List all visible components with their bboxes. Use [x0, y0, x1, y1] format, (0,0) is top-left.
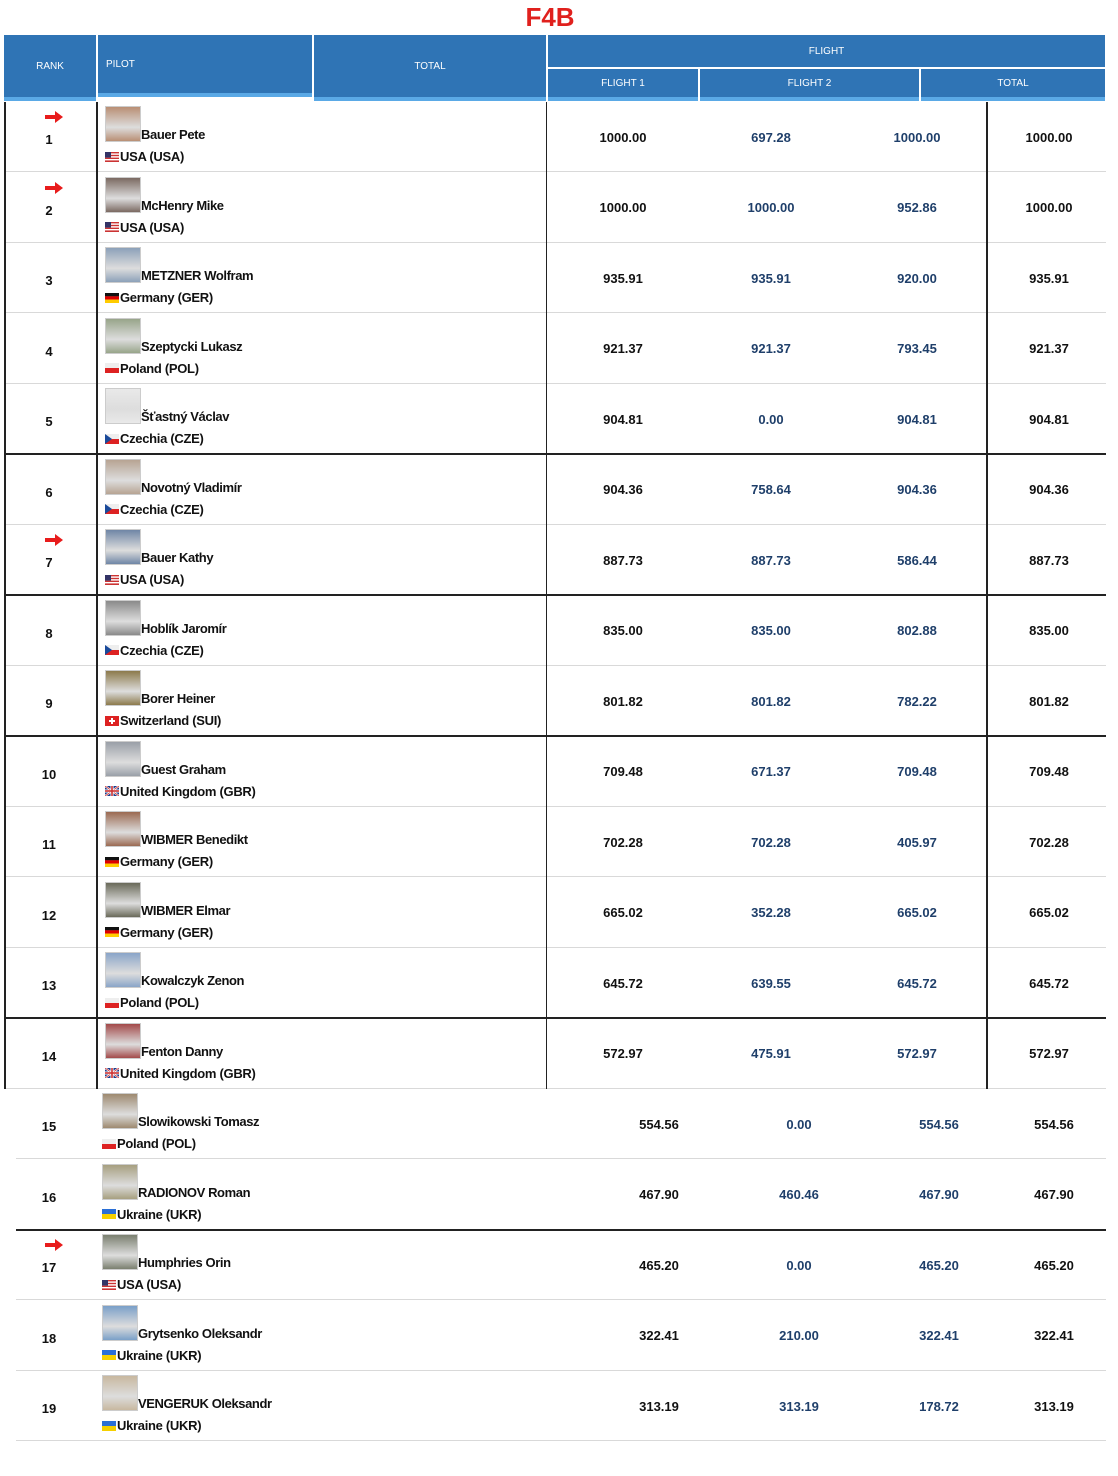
rank-cell — [4, 314, 94, 384]
country-label: Switzerland (SUI) — [120, 713, 222, 728]
pilot-name[interactable]: METZNER Wolfram — [141, 268, 254, 283]
rank-cell — [4, 1301, 94, 1371]
rank-number: 3 — [45, 273, 53, 288]
flight-total-value: 313.19 — [1034, 1398, 1074, 1414]
pilot-name[interactable]: WIBMER Benedikt — [141, 832, 248, 847]
rank-number: 8 — [45, 625, 53, 641]
country-label: Poland (POL) — [120, 995, 199, 1010]
header-pilot[interactable] — [98, 35, 312, 97]
flight-total-value: 709.48 — [1029, 764, 1069, 779]
pilot-photo — [105, 529, 141, 565]
usa-flag-icon — [105, 222, 120, 232]
total-value: 554.56 — [639, 1116, 679, 1132]
pol-flag-icon — [102, 1139, 117, 1149]
rank-number: 11 — [42, 837, 56, 852]
arrow-right-icon — [45, 1239, 63, 1251]
header-flight-total[interactable] — [921, 69, 1105, 101]
usa-flag-icon — [102, 1280, 117, 1290]
header-rank-label: RANK — [36, 60, 64, 72]
total-value: 709.48 — [603, 764, 643, 779]
header-flight1[interactable] — [548, 69, 698, 101]
pilot-country — [105, 572, 184, 587]
country-label: Germany (GER) — [120, 924, 213, 940]
total-value: 835.00 — [603, 623, 643, 638]
pilot-photo — [105, 1023, 141, 1059]
pilot-country — [105, 854, 213, 869]
flight2-value[interactable]: 802.88 — [897, 623, 937, 638]
country-label: Poland (POL) — [120, 360, 199, 376]
flight2-value[interactable]: 465.20 — [919, 1257, 959, 1273]
pilot-name[interactable]: Humphries Orin — [138, 1255, 231, 1270]
total-value: 702.28 — [603, 834, 643, 850]
pilot-photo — [102, 1375, 138, 1411]
pilot-country — [102, 1207, 201, 1222]
rank-cell — [4, 878, 94, 948]
pilot-cell — [105, 737, 405, 807]
cze-flag-icon — [105, 434, 120, 444]
pilot-photo — [105, 106, 141, 142]
header-rank[interactable] — [4, 35, 96, 101]
arrow-right-icon — [45, 182, 63, 194]
total-value: 322.41 — [639, 1328, 679, 1343]
country-label: Germany (GER) — [120, 854, 213, 869]
total-value: 904.81 — [603, 411, 643, 427]
flight1-value[interactable]: 671.37 — [751, 764, 791, 779]
flight1-value[interactable]: 210.00 — [779, 1328, 819, 1343]
rank-cell — [4, 1089, 94, 1159]
pilot-name[interactable]: Bauer Pete — [141, 127, 205, 142]
gbr-flag-icon — [105, 1068, 120, 1078]
flight-total-value: 887.73 — [1029, 552, 1069, 568]
pilot-cell — [105, 596, 405, 666]
rank-cell — [4, 596, 94, 666]
rank-cell — [4, 102, 94, 172]
pilot-photo — [105, 388, 141, 424]
pilot-country — [105, 995, 199, 1010]
pilot-photo — [105, 741, 141, 777]
flight-total-value: 465.20 — [1034, 1257, 1074, 1273]
flight1-value[interactable]: 0.00 — [758, 411, 784, 427]
pilot-cell — [102, 1089, 402, 1159]
rank-number: 4 — [45, 343, 53, 359]
pilot-photo — [105, 177, 141, 213]
pilot-name[interactable]: McHenry Mike — [141, 197, 224, 213]
rank-number: 13 — [41, 978, 57, 993]
rank-number: 12 — [41, 907, 57, 923]
flight-total-value: 467.90 — [1034, 1187, 1074, 1202]
total-value: 1000.00 — [599, 200, 647, 215]
rank-cell — [4, 1019, 94, 1089]
header-flight-group — [548, 35, 1105, 67]
pilot-photo — [105, 600, 141, 636]
rank-number: 9 — [45, 696, 53, 711]
ger-flag-icon — [105, 293, 120, 303]
pilot-cell — [105, 1019, 405, 1089]
pilot-cell — [102, 1160, 402, 1230]
usa-flag-icon — [105, 152, 120, 162]
flight2-value[interactable]: 709.48 — [897, 764, 937, 779]
flight2-value[interactable]: 952.86 — [897, 200, 937, 215]
pilot-cell — [105, 948, 405, 1018]
country-label: USA (USA) — [117, 1277, 181, 1292]
flight2-value[interactable]: 782.22 — [897, 693, 937, 709]
flight-total-value: 801.82 — [1029, 693, 1069, 709]
table-row[interactable] — [4, 1019, 1106, 1089]
header-pilot-label: PILOT — [106, 58, 135, 70]
country-label: Germany (GER) — [120, 290, 213, 305]
rank-number: 2 — [45, 202, 53, 218]
flight-total-value: 702.28 — [1029, 834, 1069, 850]
flight-total-value: 665.02 — [1029, 905, 1069, 920]
table-row[interactable] — [4, 1160, 1106, 1230]
flight2-value[interactable]: 586.44 — [897, 552, 937, 568]
country-label: Poland (POL) — [117, 1136, 196, 1151]
flight2-value[interactable]: 904.36 — [897, 482, 937, 497]
pilot-country — [105, 925, 213, 940]
rank-number: 7 — [45, 555, 53, 570]
table-row[interactable] — [4, 596, 1106, 666]
flight2-value[interactable]: 322.41 — [919, 1328, 959, 1343]
usa-flag-icon — [105, 575, 120, 585]
pilot-photo — [105, 247, 141, 283]
pilot-photo — [102, 1093, 138, 1129]
header-total-label: TOTAL — [414, 60, 446, 72]
rank-number: 16 — [41, 1189, 57, 1205]
pilot-photo — [105, 882, 141, 918]
pilot-name[interactable]: WIBMER Elmar — [141, 902, 231, 918]
flight1-value[interactable]: 801.82 — [751, 693, 791, 709]
pilot-cell — [102, 1371, 402, 1441]
rank-cell — [4, 243, 94, 313]
rank-cell — [4, 173, 94, 243]
table-row[interactable] — [4, 525, 1106, 595]
pilot-country — [102, 1418, 201, 1433]
country-label: Czechia (CZE) — [120, 501, 204, 517]
pilot-cell — [105, 314, 405, 384]
header-total[interactable] — [314, 35, 546, 101]
gbr-flag-icon — [105, 786, 120, 796]
rank-cell — [4, 666, 94, 736]
rank-cell — [4, 948, 94, 1018]
pilot-cell — [105, 243, 405, 313]
header-flight2-label: FLIGHT 2 — [787, 77, 832, 89]
pilot-country — [105, 643, 204, 658]
flight1-value[interactable]: 352.28 — [751, 905, 791, 920]
rank-number: 17 — [41, 1260, 57, 1275]
pilot-country — [102, 1348, 201, 1363]
country-label: Czechia (CZE) — [120, 431, 204, 446]
flight-total-value: 1000.00 — [1025, 200, 1073, 215]
pilot-country — [105, 361, 199, 376]
pilot-cell — [105, 878, 405, 948]
header-flight2[interactable] — [700, 69, 919, 101]
flight-total-value: 935.91 — [1029, 270, 1069, 286]
column-divider — [986, 102, 988, 1089]
country-label: United Kingdom (GBR) — [120, 783, 256, 799]
pilot-cell — [105, 384, 405, 454]
table-row[interactable] — [4, 1301, 1106, 1371]
pilot-photo — [105, 670, 141, 706]
rank-cell — [4, 1230, 94, 1300]
pilot-name[interactable]: Kowalczyk Zenon — [141, 973, 245, 988]
flight1-value[interactable]: 758.64 — [751, 482, 791, 497]
pilot-country — [105, 220, 184, 235]
rank-cell — [4, 525, 94, 595]
pilot-name[interactable]: VENGERUK Oleksandr — [138, 1396, 272, 1411]
pilot-country — [105, 431, 204, 446]
country-label: USA (USA) — [120, 149, 184, 164]
table-row[interactable] — [4, 1371, 1106, 1441]
country-label: USA (USA) — [120, 219, 184, 235]
table-row[interactable] — [4, 737, 1106, 807]
pilot-name[interactable]: Szeptycki Lukasz — [141, 338, 243, 354]
header-flight1-label: FLIGHT 1 — [601, 77, 645, 89]
pilot-name[interactable]: Slowikowski Tomasz — [138, 1114, 260, 1129]
pilot-photo — [102, 1305, 138, 1341]
column-divider — [4, 102, 6, 1089]
pilot-cell — [105, 807, 405, 877]
pilot-name[interactable]: Novotný Vladimír — [141, 479, 242, 495]
table-row[interactable] — [4, 878, 1106, 948]
flight-total-value: 921.37 — [1029, 341, 1069, 356]
rank-cell — [4, 1160, 94, 1230]
flight2-value[interactable]: 572.97 — [897, 1046, 937, 1061]
pilot-cell — [105, 455, 405, 525]
flight1-value[interactable]: 702.28 — [751, 834, 791, 850]
flight1-value[interactable]: 835.00 — [751, 623, 791, 638]
rank-number: 10 — [41, 766, 57, 782]
cze-flag-icon — [105, 504, 120, 514]
rank-cell — [4, 807, 94, 877]
pilot-country — [105, 784, 256, 799]
total-value: 572.97 — [603, 1046, 643, 1061]
flight-total-value: 322.41 — [1034, 1328, 1074, 1343]
pilot-country — [102, 1277, 181, 1292]
pilot-photo — [102, 1164, 138, 1200]
flight2-value[interactable]: 405.97 — [897, 834, 937, 850]
total-value: 465.20 — [639, 1257, 679, 1273]
page-title: F4B — [525, 2, 575, 32]
arrow-right-icon — [45, 111, 63, 123]
pilot-cell — [105, 173, 405, 243]
pilot-name[interactable]: Guest Graham — [141, 761, 226, 777]
table-row[interactable] — [4, 384, 1106, 454]
total-value: 1000.00 — [599, 129, 647, 145]
table-row[interactable] — [4, 314, 1106, 384]
pilot-country — [105, 713, 221, 728]
total-value: 935.91 — [603, 270, 643, 286]
pilot-cell — [102, 1301, 402, 1371]
row-divider — [16, 1440, 1106, 1441]
column-divider — [96, 102, 98, 1089]
country-label: USA (USA) — [120, 572, 184, 587]
pilot-name[interactable]: Borer Heiner — [141, 691, 215, 706]
pol-flag-icon — [105, 363, 120, 373]
pilot-country — [105, 290, 213, 305]
table-row[interactable] — [4, 243, 1106, 313]
rank-number: 6 — [45, 484, 53, 500]
rank-cell — [4, 737, 94, 807]
flight1-value[interactable]: 0.00 — [786, 1257, 812, 1273]
pilot-country — [102, 1136, 196, 1151]
total-value: 665.02 — [603, 905, 643, 920]
flight-total-value: 904.36 — [1029, 482, 1069, 497]
pol-flag-icon — [105, 998, 120, 1008]
total-value: 921.37 — [603, 341, 643, 356]
rank-number: 19 — [41, 1401, 57, 1416]
rank-number: 15 — [41, 1119, 57, 1134]
flight1-value[interactable]: 639.55 — [751, 975, 791, 991]
country-label: Ukraine (UKR) — [117, 1206, 202, 1222]
pilot-country — [105, 149, 184, 164]
flight2-value[interactable]: 665.02 — [897, 905, 937, 920]
pilot-name[interactable]: Bauer Kathy — [141, 550, 214, 565]
flight-total-value: 904.81 — [1029, 411, 1069, 427]
table-row[interactable] — [4, 1230, 1106, 1300]
table-row[interactable] — [4, 102, 1106, 172]
sui-flag-icon — [105, 716, 120, 726]
pilot-name[interactable]: RADIONOV Roman — [138, 1184, 251, 1200]
pilot-country — [105, 1066, 256, 1081]
total-value: 467.90 — [639, 1187, 679, 1202]
flight-total-value: 645.72 — [1029, 975, 1069, 991]
total-value: 801.82 — [603, 693, 643, 709]
flight1-value[interactable]: 887.73 — [751, 552, 791, 568]
total-value: 313.19 — [639, 1398, 679, 1414]
country-label: Ukraine (UKR) — [117, 1418, 202, 1433]
pilot-photo — [105, 811, 141, 847]
ger-flag-icon — [105, 857, 120, 867]
total-value: 645.72 — [603, 975, 643, 991]
pilot-cell — [105, 666, 405, 736]
flight2-value[interactable]: 920.00 — [897, 270, 937, 286]
flight1-value[interactable]: 697.28 — [751, 129, 791, 145]
pilot-cell — [102, 1230, 402, 1300]
header-flight-total-label: TOTAL — [997, 77, 1029, 89]
flight-total-value: 835.00 — [1029, 623, 1069, 638]
pilot-name[interactable]: Hoblík Jaromír — [141, 620, 227, 636]
pilot-cell — [105, 102, 405, 172]
flight2-value[interactable]: 1000.00 — [893, 129, 941, 145]
rank-cell — [4, 384, 94, 454]
flight-total-value: 572.97 — [1029, 1046, 1069, 1061]
pilot-name[interactable]: Šťastný Václav — [141, 409, 230, 424]
ukr-flag-icon — [102, 1421, 117, 1431]
flight1-value[interactable]: 921.37 — [751, 341, 791, 356]
flight2-value[interactable]: 904.81 — [897, 411, 937, 427]
pilot-country — [105, 502, 204, 517]
pilot-photo — [105, 318, 141, 354]
country-label: Czechia (CZE) — [120, 642, 204, 658]
total-value: 887.73 — [603, 552, 643, 568]
rank-cell — [4, 1371, 94, 1441]
table-row[interactable] — [4, 666, 1106, 736]
table-row[interactable] — [4, 948, 1106, 1018]
flight1-value[interactable]: 0.00 — [786, 1116, 812, 1132]
flight1-value[interactable]: 313.19 — [779, 1398, 819, 1414]
flight2-value[interactable]: 645.72 — [897, 975, 937, 991]
flight1-value[interactable]: 475.91 — [751, 1046, 791, 1061]
total-value: 904.36 — [603, 482, 643, 497]
table-row[interactable] — [4, 1089, 1106, 1159]
ger-flag-icon — [105, 927, 120, 937]
flight1-value[interactable]: 935.91 — [751, 270, 791, 286]
flight2-value[interactable]: 793.45 — [897, 341, 937, 356]
pilot-name[interactable]: Fenton Danny — [141, 1043, 223, 1059]
flight2-value[interactable]: 467.90 — [919, 1187, 959, 1202]
rank-number: 18 — [41, 1330, 57, 1346]
pilot-photo — [105, 459, 141, 495]
flight-total-value: 554.56 — [1034, 1116, 1074, 1132]
ukr-flag-icon — [102, 1350, 117, 1360]
rank-number: 5 — [45, 414, 53, 429]
country-label: Ukraine (UKR) — [117, 1347, 202, 1363]
rank-number: 1 — [45, 132, 53, 147]
pilot-photo — [105, 952, 141, 988]
ukr-flag-icon — [102, 1209, 117, 1219]
flight-total-value: 1000.00 — [1025, 129, 1073, 145]
table-row[interactable] — [4, 455, 1106, 525]
header-flight-group-label: FLIGHT — [808, 45, 845, 57]
table-row[interactable] — [4, 807, 1106, 877]
flight1-value[interactable]: 1000.00 — [747, 200, 795, 215]
table-row[interactable] — [4, 173, 1106, 243]
pilot-name[interactable]: Grytsenko Oleksandr — [138, 1325, 262, 1341]
pilot-cell — [105, 525, 405, 595]
flight2-value[interactable]: 554.56 — [919, 1116, 959, 1132]
flight2-value[interactable]: 178.72 — [919, 1398, 959, 1414]
cze-flag-icon — [105, 645, 120, 655]
pilot-photo — [102, 1234, 138, 1270]
rank-number: 14 — [41, 1048, 57, 1064]
flight1-value[interactable]: 460.46 — [779, 1187, 819, 1202]
rank-cell — [4, 455, 94, 525]
column-divider — [546, 102, 547, 1089]
country-label: United Kingdom (GBR) — [120, 1065, 256, 1081]
arrow-right-icon — [45, 534, 63, 546]
